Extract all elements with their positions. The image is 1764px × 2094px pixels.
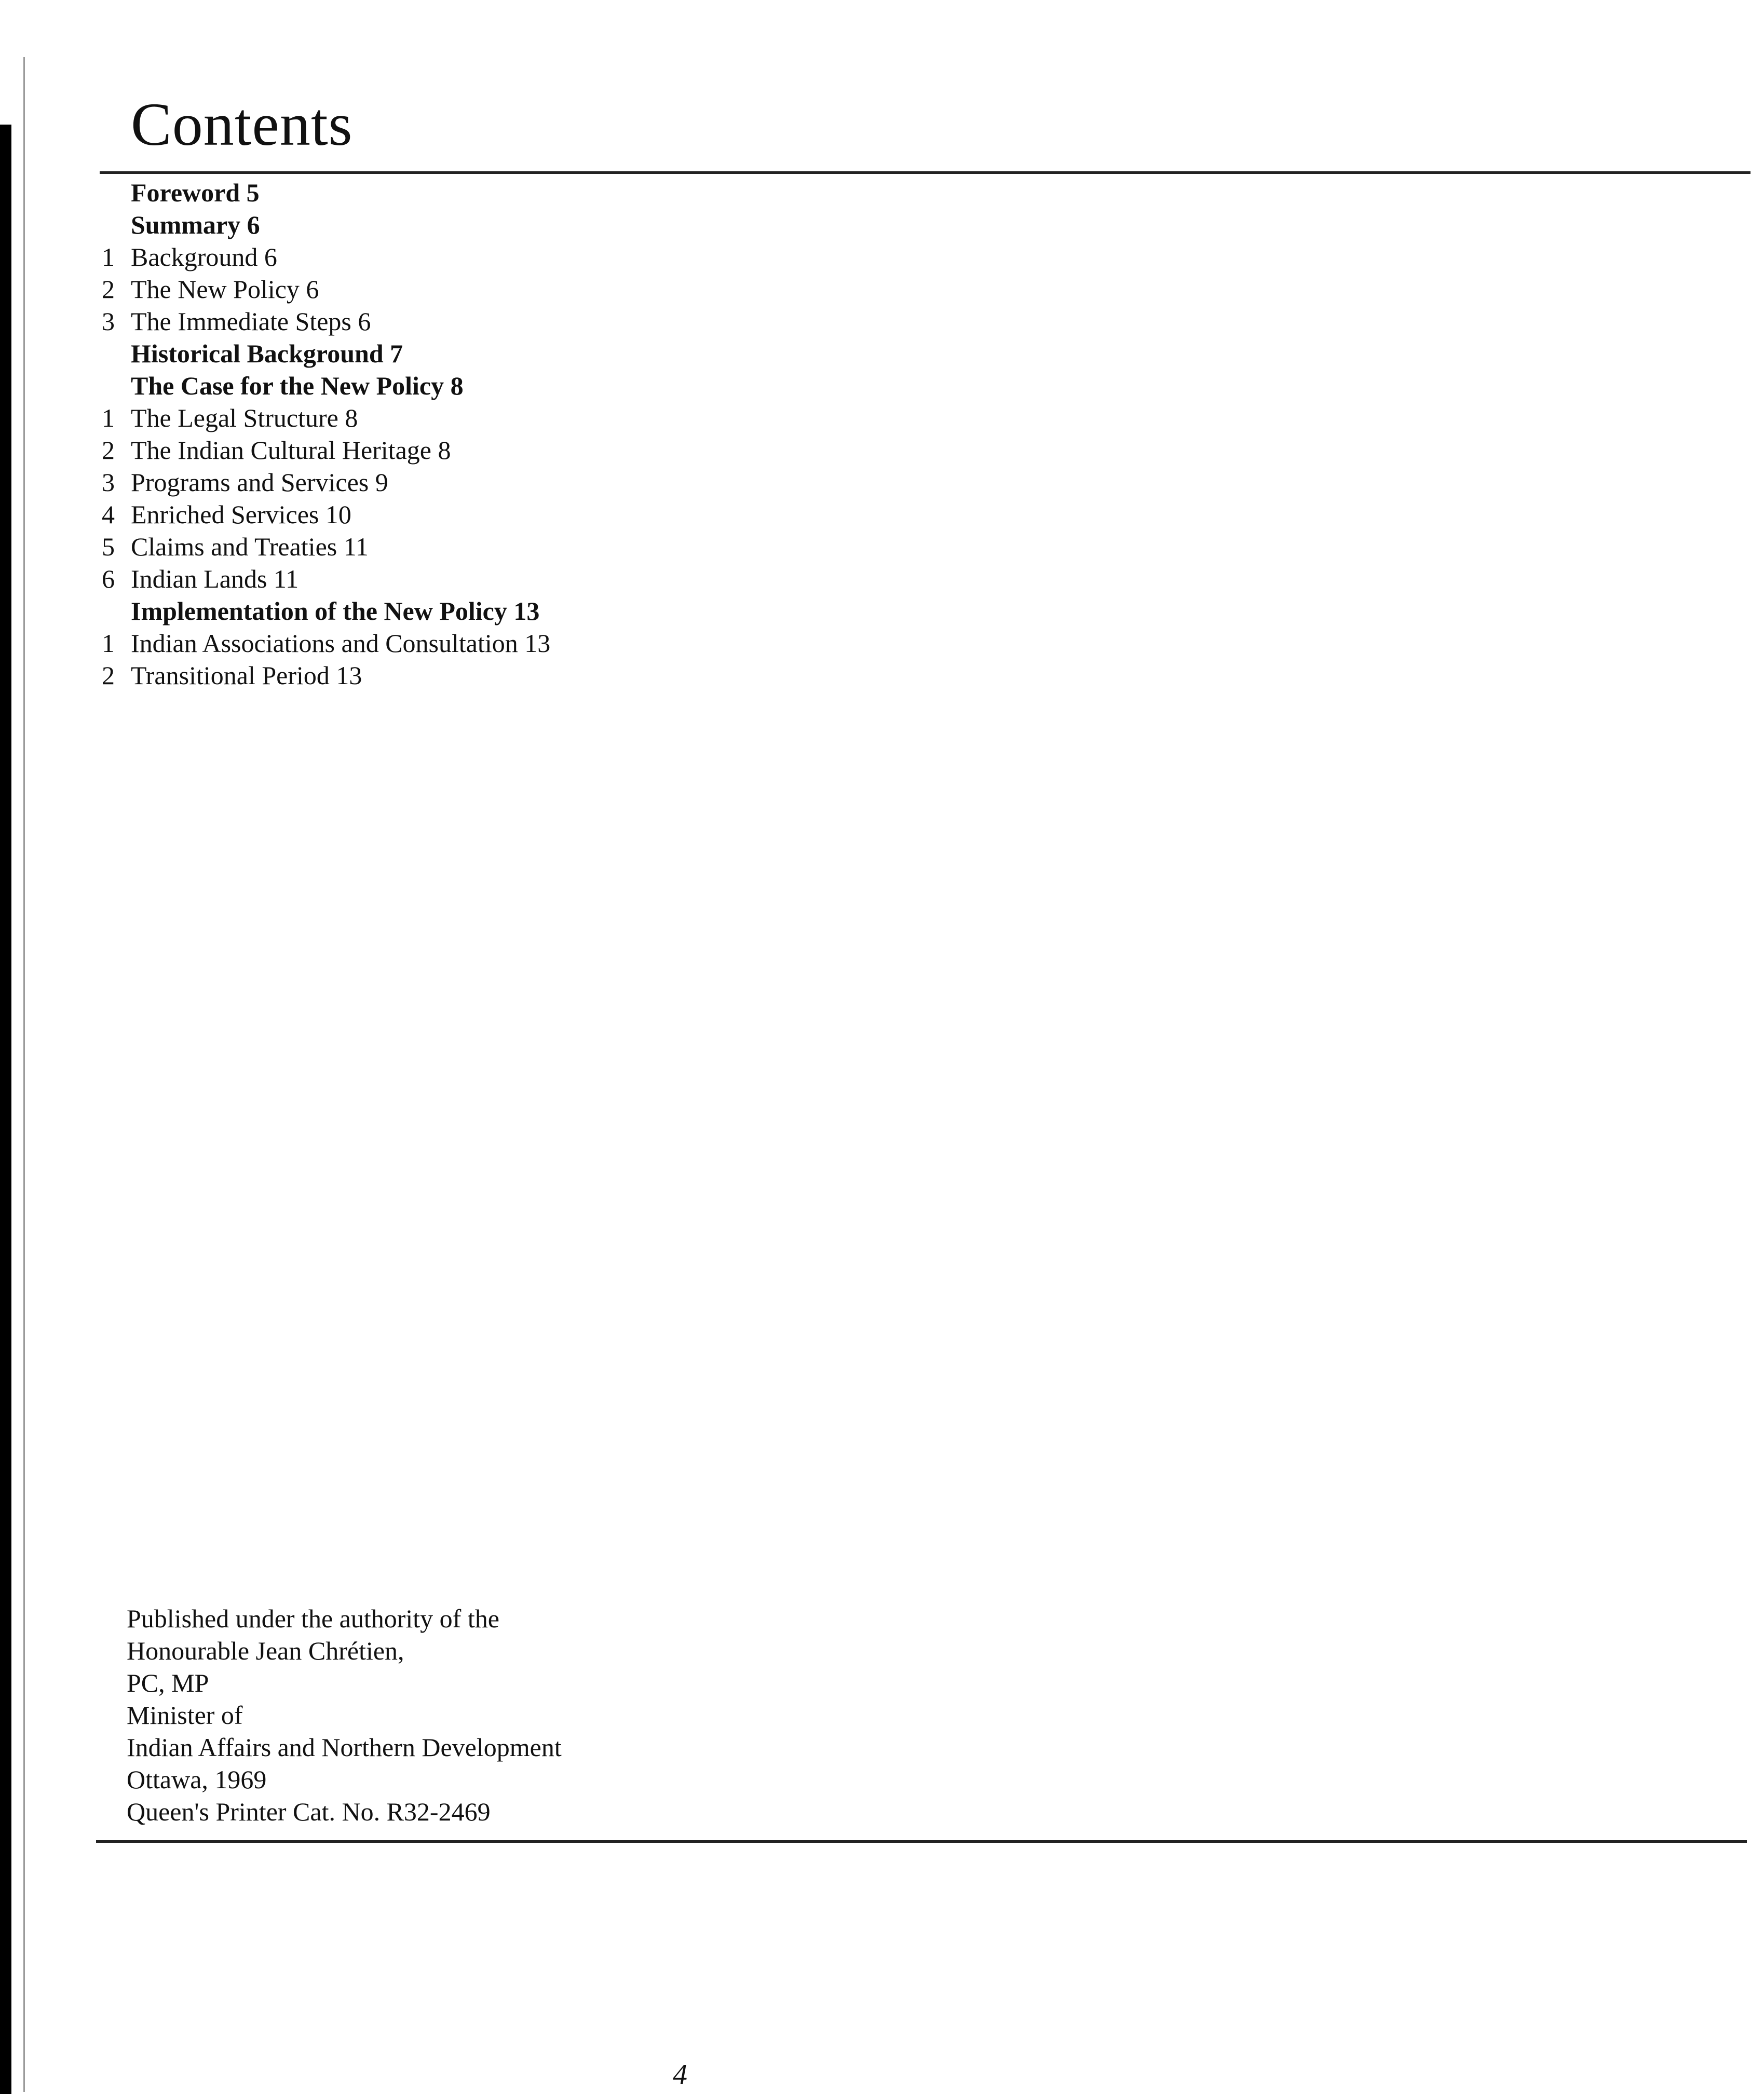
bottom-divider [96,1840,1747,1843]
toc-entry-number: 2 [102,275,115,304]
toc-entry-title: The Legal Structure 8 [131,403,358,432]
toc-entry-title: Claims and Treaties 11 [131,532,369,561]
toc-entry-programs-services[interactable] [0,466,727,498]
toc-entry-historical-background[interactable] [0,337,727,370]
toc-entry-title: Transitional Period 13 [131,661,362,690]
toc-entry-claims-treaties[interactable] [0,531,727,563]
toc-entry-title: Programs and Services 9 [131,468,388,497]
imprint-line: Published under the authority of the [127,1604,499,1633]
toc-entry-implementation[interactable] [0,595,727,627]
toc-entry-indian-lands[interactable] [0,563,727,595]
toc-entry-number: 1 [102,629,115,658]
toc-entry-number: 2 [102,436,115,465]
toc-entry-number: 5 [102,532,115,561]
page-title: Contents [131,90,353,158]
toc-entry-number: 2 [102,661,115,690]
imprint-line: Indian Affairs and Northern Development [127,1733,562,1762]
toc-entry-number: 6 [102,564,115,593]
imprint-line: Minister of [127,1701,243,1730]
toc-entry-title: The Immediate Steps 6 [131,307,371,336]
toc-entry-new-policy[interactable] [0,273,727,305]
toc-entry-number: 4 [102,500,115,529]
top-divider [100,171,1751,174]
imprint-line: PC, MP [127,1668,209,1697]
toc-entry-number: 1 [102,242,115,271]
toc-entry-title: Historical Background 7 [131,339,403,368]
toc-entry-enriched-services[interactable] [0,498,727,531]
imprint-line: Queen's Printer Cat. No. R32-2469 [127,1797,491,1826]
toc-entry-associations-consultation[interactable] [0,627,727,659]
toc-entry-title: The Indian Cultural Heritage 8 [131,436,451,465]
toc-entry-title: Indian Associations and Consultation 13 [131,629,551,658]
table-of-contents [0,176,727,691]
toc-entry-title: Indian Lands 11 [131,564,299,593]
toc-entry-title: Enriched Services 10 [131,500,351,529]
toc-entry-number: 3 [102,307,115,336]
imprint-line: Honourable Jean Chrétien, [127,1636,404,1665]
toc-entry-transitional-period[interactable] [0,659,727,691]
toc-entry-title: Foreword 5 [131,178,260,207]
toc-entry-title: The Case for the New Policy 8 [131,371,464,400]
toc-entry-background[interactable] [0,241,727,273]
toc-entry-summary[interactable] [0,209,727,241]
toc-entry-title: Background 6 [131,242,277,271]
imprint-line: Ottawa, 1969 [127,1765,267,1794]
binding-spine-gap [0,0,11,125]
page-number: 4 [673,2059,687,2091]
toc-entry-foreword[interactable] [0,176,727,209]
publication-imprint [127,1602,562,1828]
toc-entry-legal-structure[interactable] [0,402,727,434]
toc-entry-immediate-steps[interactable] [0,305,727,337]
toc-entry-title: Summary 6 [131,210,260,239]
toc-entry-number: 3 [102,468,115,497]
toc-entry-number: 1 [102,403,115,432]
toc-entry-cultural-heritage[interactable] [0,434,727,466]
toc-entry-title: Implementation of the New Policy 13 [131,596,540,626]
toc-entry-title: The New Policy 6 [131,275,319,304]
toc-entry-case-for-new-policy[interactable] [0,370,727,402]
